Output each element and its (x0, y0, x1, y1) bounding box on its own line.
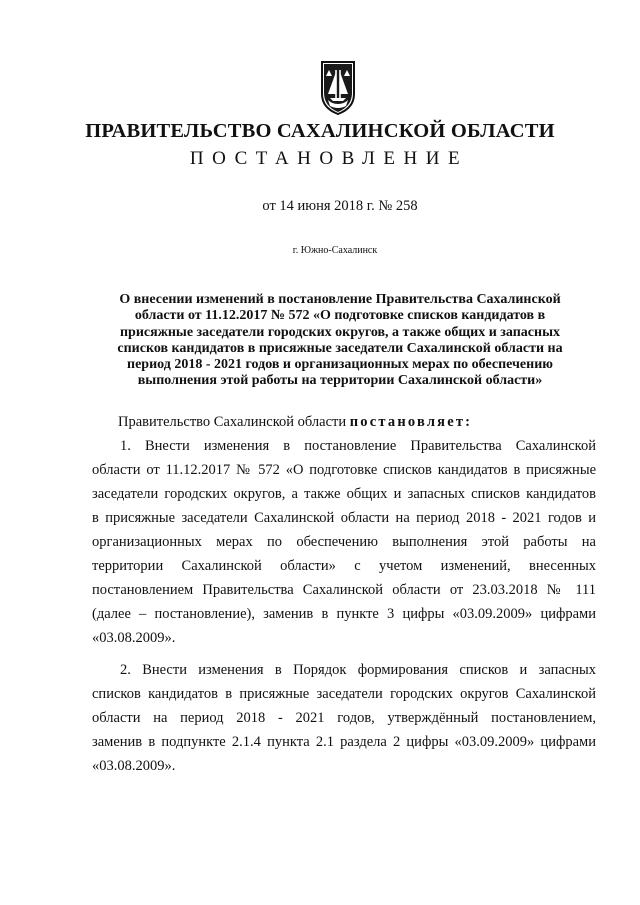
document-subject (100, 292, 580, 390)
document-city: г. Южно-Сахалинск (292, 245, 378, 256)
intro-text: Правительство Сахалинской области (118, 414, 350, 430)
document-body (92, 410, 596, 778)
sakhalin-coat-of-arms-icon (316, 60, 360, 116)
paragraph-line: заседатели городских округов, а также общих и запасных списков кандидатов (92, 486, 596, 502)
paragraph-line: списков кандидатов в присяжные заседатели городских округов Сахалинской (92, 686, 596, 702)
subject-line: О внесении изменений в постановление Правительства Сахалинской (119, 292, 561, 307)
paragraph-line: 1. Внести изменения в постановление Правительства Сахалинской (120, 438, 596, 454)
subject-line: присяжные заседатели городских округов, а также общих и запасных (119, 324, 560, 340)
paragraph-line: в присяжные заседатели Сахалинской области на период 2018 - 2021 годов и (92, 510, 596, 526)
paragraph-line: (далее – постановление), заменив в пункте 3 цифры «03.09.2009» цифрами (92, 606, 596, 622)
paragraph-1 (92, 434, 596, 650)
document-type: ПОСТАНОВЛЕНИЕ (189, 148, 469, 169)
paragraph-line: области на период 2018 - 2021 годов, утверждённый постановлением, (92, 710, 596, 726)
subject-line: выполнения этой работы на территории Сахалинской области» (137, 373, 543, 389)
paragraph-line: постановлением Правительства Сахалинской области от 23.03.2018 № 111 (92, 582, 596, 598)
intro-line (92, 410, 596, 434)
subject-line: период 2018 - 2021 годов и организационных мерах по обеспечению (127, 357, 553, 373)
paragraph-line: организационных мерах по обеспечению выполнения этой работы на (92, 534, 596, 550)
paragraph-line: 2. Внести изменения в Порядок формирования списков и запасных (120, 662, 596, 678)
paragraph-line: заменив в подпункте 2.1.4 пункта 2.1 раздела 2 цифры «03.09.2009» цифрами (92, 734, 596, 750)
subject-line: области от 11.12.2017 № 572 «О подготовке списков кандидатов в (134, 308, 546, 324)
organization-title: ПРАВИТЕЛЬСТВО САХАЛИНСКОЙ ОБЛАСТИ (85, 120, 555, 142)
intro-emphasis: постановляет: (349, 414, 473, 430)
document-date-number: от 14 июня 2018 г. № 258 (262, 198, 418, 214)
paragraph-line: области от 11.12.2017 № 572 «О подготовке списков кандидатов в присяжные (92, 462, 596, 478)
paragraph-line: «03.08.2009». (92, 630, 176, 646)
paragraph-2 (92, 658, 596, 778)
paragraph-line: «03.08.2009». (92, 758, 176, 774)
paragraph-line: территории Сахалинской области» с учетом изменений, внесенных (92, 558, 596, 574)
subject-line: списков кандидатов в присяжные заседатели Сахалинской области на (117, 340, 563, 356)
